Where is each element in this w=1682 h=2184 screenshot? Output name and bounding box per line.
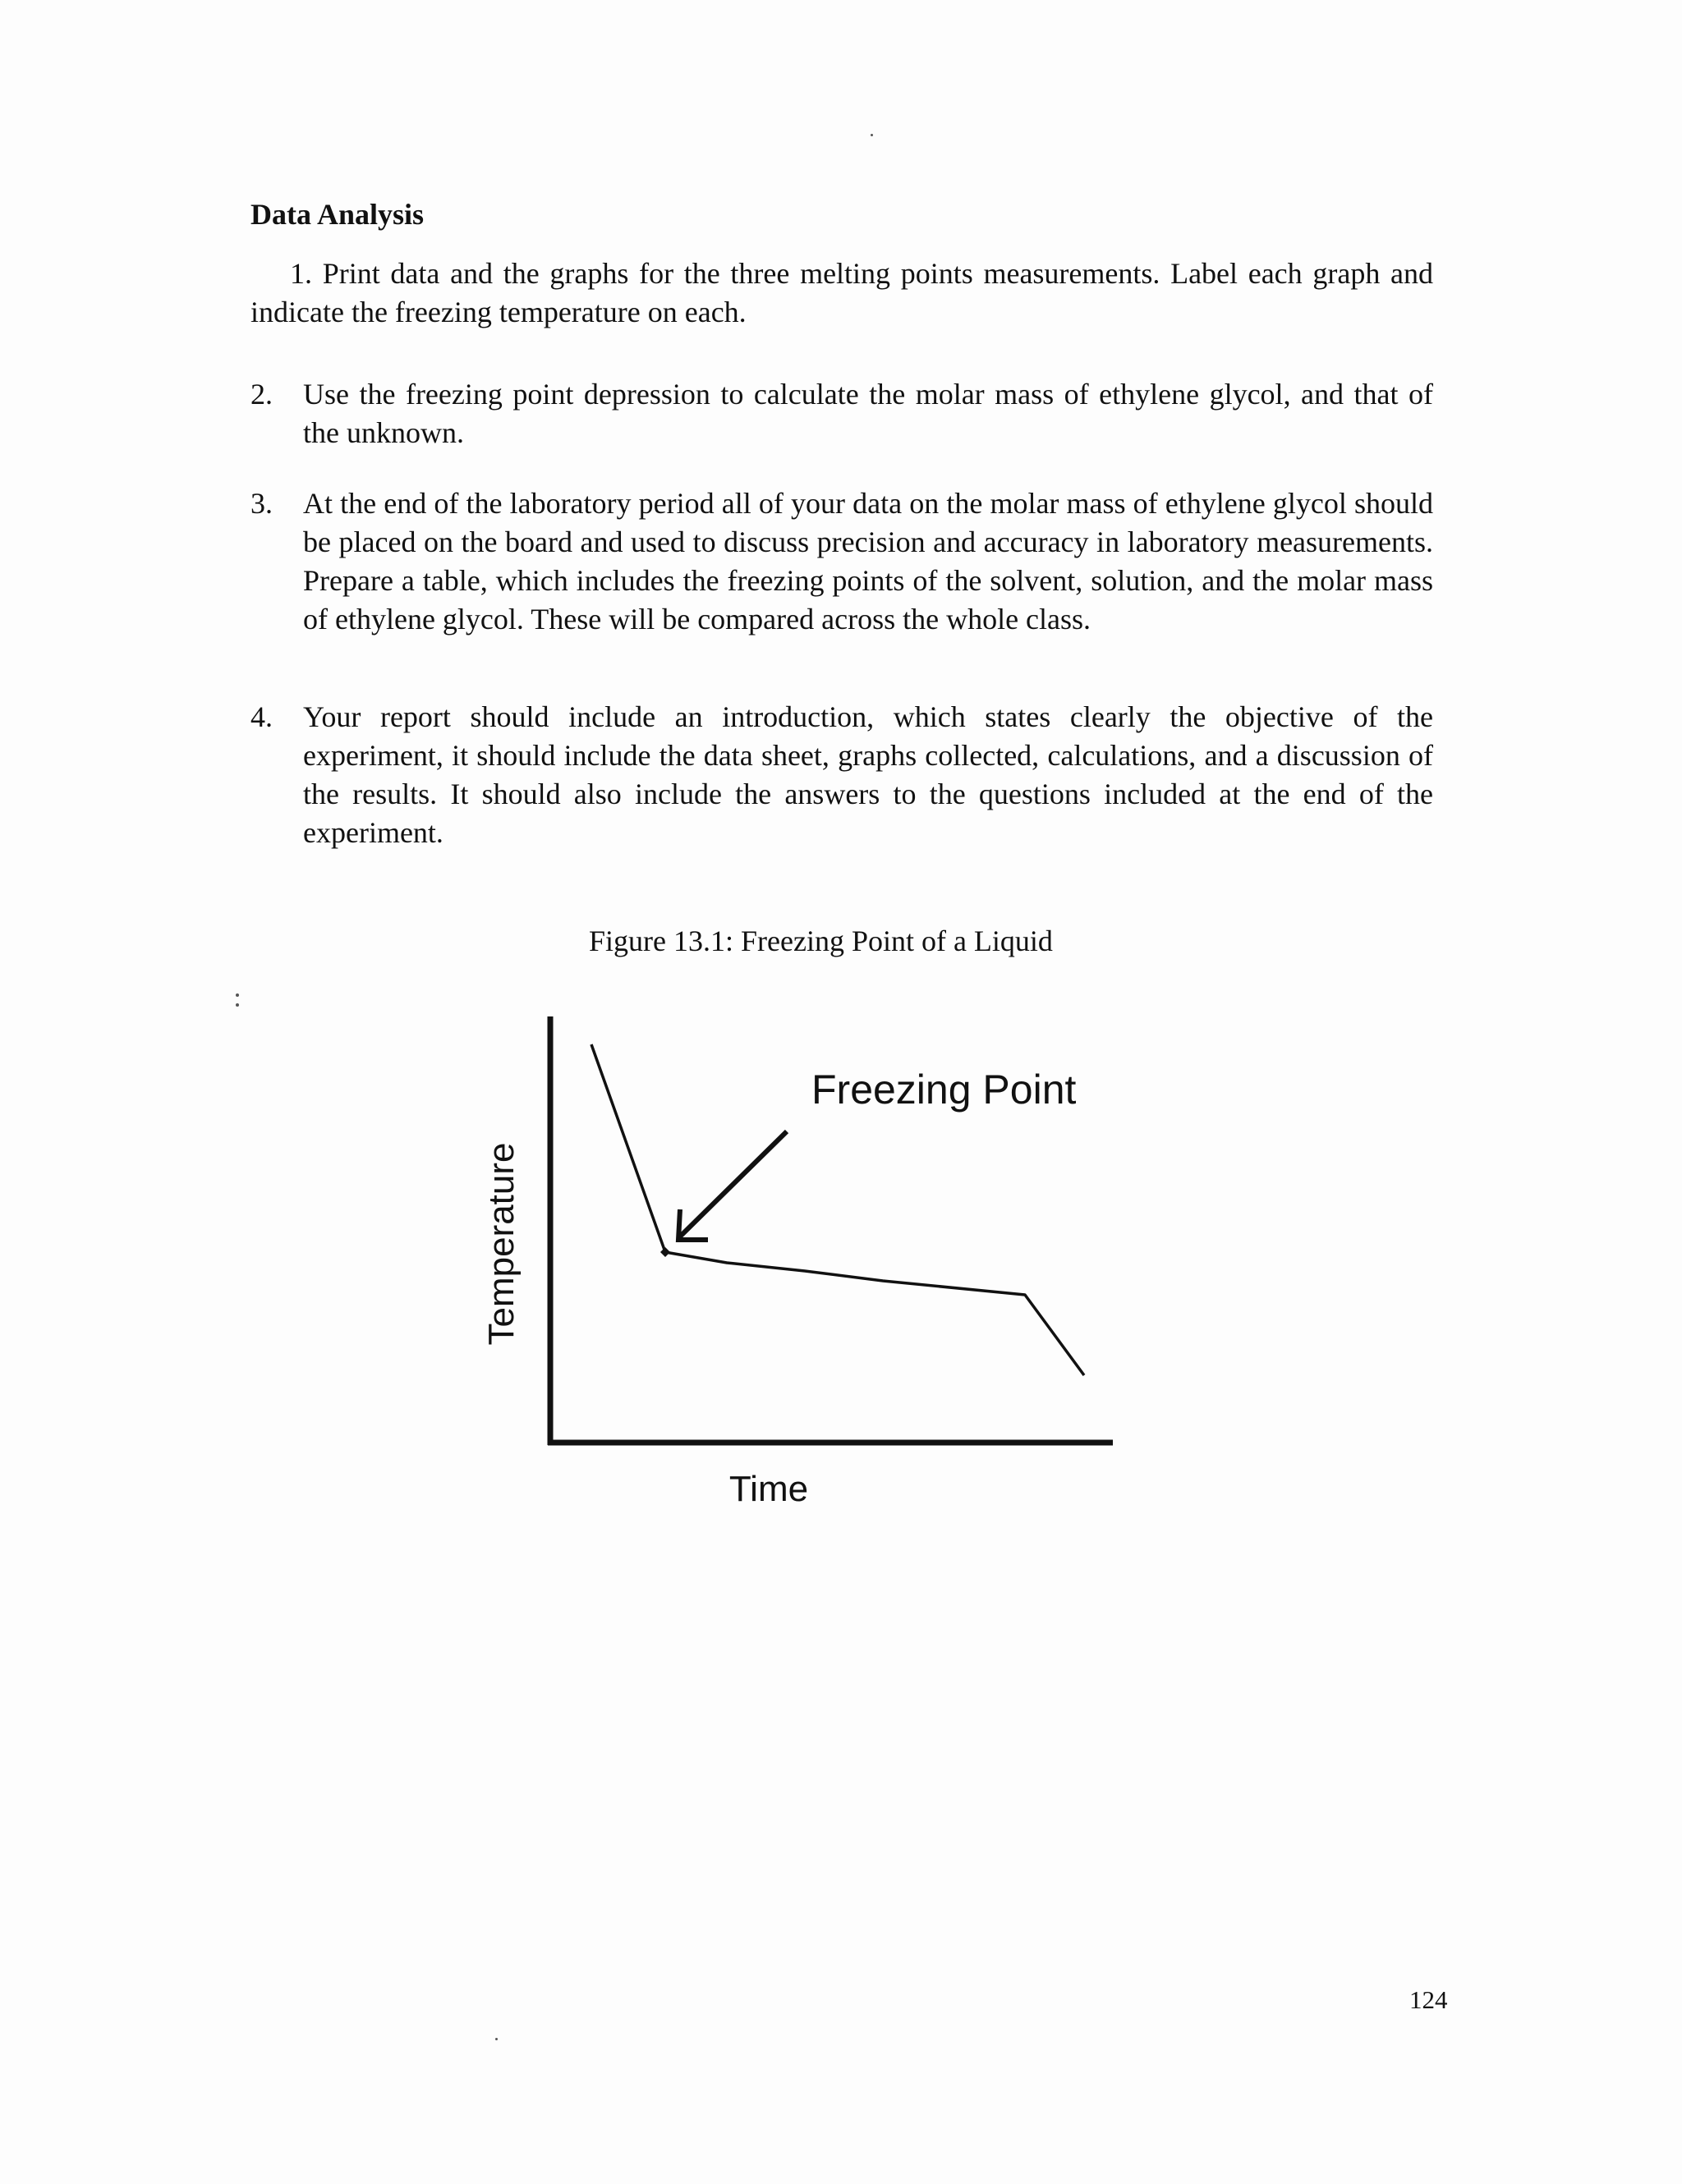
- scan-speck: [236, 1003, 239, 1007]
- freezing-point-marker: [660, 1247, 670, 1257]
- figure-caption: Figure 13.1: Freezing Point of a Liquid: [589, 925, 1053, 957]
- list-item: [250, 255, 1433, 332]
- list-item-body: Print data and the graphs for the three melting points measurements. Label each graph and indicate the freezing temperature on each.: [250, 257, 1434, 328]
- list-item-number: 4.: [250, 700, 273, 733]
- y-axis-label: Temperature: [481, 1142, 522, 1346]
- freezing-point-diagram: [460, 1002, 1166, 1535]
- list-item-number: 3.: [250, 487, 273, 520]
- scan-speck: [236, 993, 239, 997]
- list-item-text: At the end of the laboratory period all of your data on the molar mass of ethylene glycol should be placed on the board and used to discuss precision and accuracy in laboratory measurements. Prepare a table, which includes the freezing points of the solvent, solution, and the molar mass of ethylene glycol. These will be compared across the whole class.: [303, 487, 1433, 635]
- freezing-point-arrow: [680, 1131, 787, 1237]
- scan-speck: [495, 2038, 498, 2040]
- page-number: 124: [1409, 1985, 1448, 2014]
- list-item-number: 2.: [250, 378, 273, 411]
- section-heading: Data Analysis: [250, 198, 425, 231]
- freezing-point-figure: [460, 1002, 1166, 1535]
- freezing-point-annotation: Freezing Point: [811, 1067, 1077, 1113]
- list-item-number: 1.: [290, 257, 312, 290]
- list-item-text: [250, 255, 1433, 332]
- list-item: [250, 375, 1433, 452]
- list-item: [250, 698, 1433, 852]
- scan-speck: [871, 134, 873, 136]
- list-item: [250, 484, 1433, 639]
- x-axis-label: Time: [728, 1469, 809, 1509]
- list-item-text: Use the freezing point depression to calculate the molar mass of ethylene glycol, and that of the unknown.: [303, 378, 1433, 449]
- list-item-text: Your report should include an introduction, which states clearly the objective of the experiment, it should include the data sheet, graphs collected, calculations, and a discussion of the results. It should also include the answers to the questions included at the end of the experiment.: [303, 700, 1433, 849]
